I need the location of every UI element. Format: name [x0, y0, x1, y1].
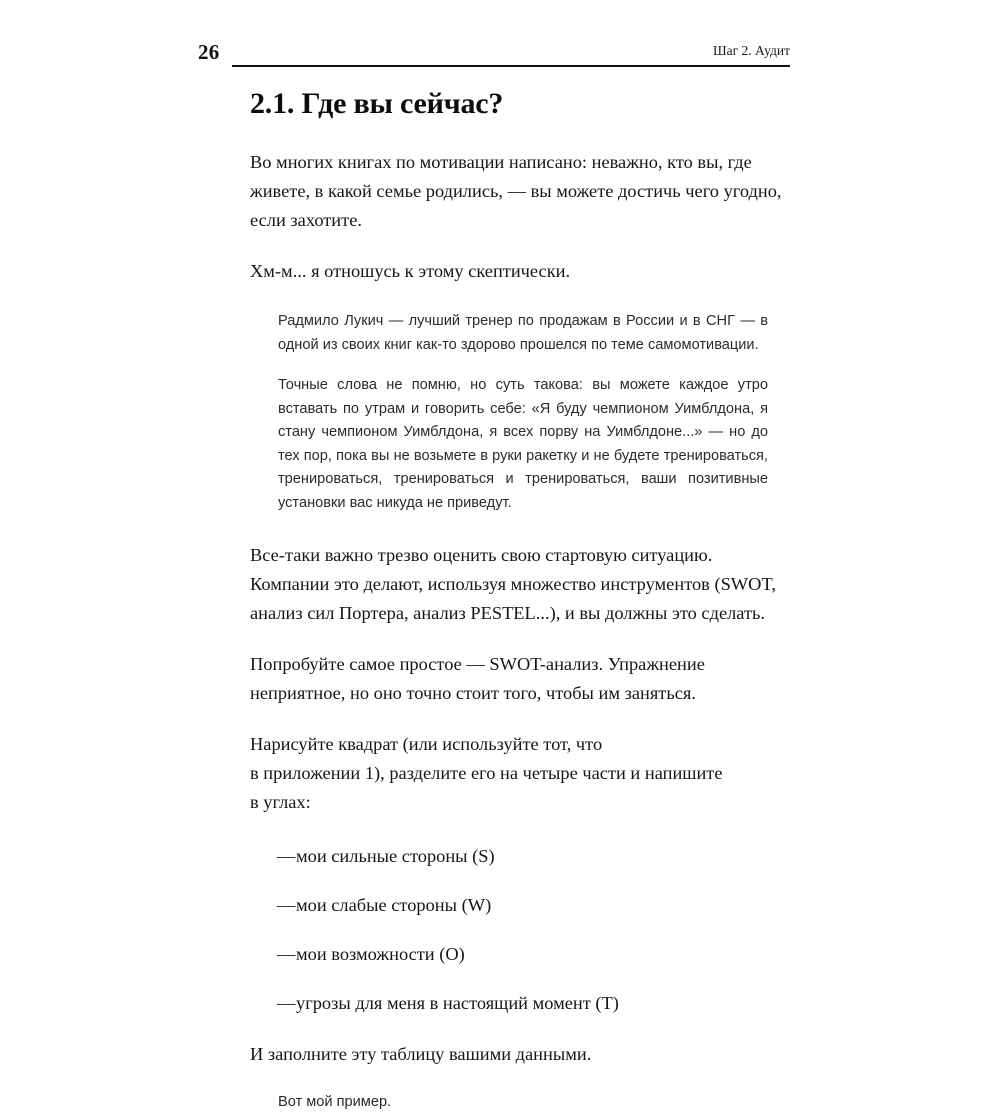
body-paragraph-1: Во многих книгах по мотивации написано: неважно, кто вы, где живете, в какой семье родились, — вы можете достичь чего угодно, если захотите. [250, 152, 782, 230]
quote-block [250, 310, 790, 515]
header-divider-rule [232, 65, 790, 67]
swot-list [250, 843, 790, 1016]
list-item-label: угрозы для меня в настоящий момент (T) [296, 993, 619, 1013]
em-dash-marker: — [277, 846, 296, 866]
body-paragraph-5-line-3: в углах: [250, 792, 311, 812]
body-paragraph-5-line-1: Нарисуйте квадрат (или используйте тот, что [250, 734, 603, 754]
list-item [250, 941, 790, 967]
page-number: 26 [198, 40, 220, 64]
em-dash-marker: — [277, 993, 296, 1013]
list-item-label: мои слабые стороны (W) [296, 895, 492, 915]
body-paragraph-5 [250, 730, 790, 817]
list-item [250, 990, 790, 1016]
body-paragraph-3: Все-таки важно трезво оценить свою стартовую ситуацию. Компании это делают, используя множество инструментов (SWOT, анализ сил Портера, анализ PESTEL...), и вы должны это сделать. [250, 545, 776, 623]
note-block [250, 1091, 790, 1115]
page-running-header [198, 38, 790, 70]
body-paragraph-2: Хм-м... я отношусь к этому скептически. [250, 261, 571, 281]
list-item [250, 843, 790, 869]
quote-paragraph-2: Точные слова не помню, но суть такова: вы можете каждое утро вставать по утрам и говорить себе: «Я буду чемпионом Уимблдона, я стану чемпионом Уимблдона, я всех порву на Уимблдоне...» — но до тех пор, пока вы не возьмете в руки ракетку и не будете тренироваться, тренироваться, тренироваться и тренироваться, ваши позитивные установки вас никуда не приведут. [278, 377, 768, 511]
body-paragraph-4: Попробуйте самое простое — SWOT-анализ. Упражнение неприятное, но оно точно стоит того, чтобы им заняться. [250, 654, 705, 703]
em-dash-marker: — [277, 944, 296, 964]
quote-paragraph-1: Радмило Лукич — лучший тренер по продажам в России и в СНГ — в одной из своих книг как-то здорово прошелся по теме самомотивации. [278, 313, 768, 353]
list-item-label: мои возможности (O) [296, 944, 465, 964]
body-paragraph-6: И заполните эту таблицу вашими данными. [250, 1044, 592, 1064]
page-content [250, 86, 790, 1115]
running-head-title: Шаг 2. Аудит [713, 43, 790, 58]
list-item-label: мои сильные стороны (S) [296, 846, 495, 866]
section-title: 2.1. Где вы сейчас? [250, 87, 504, 120]
em-dash-marker: — [277, 895, 296, 915]
list-item [250, 892, 790, 918]
note-text: Вот мой пример. [278, 1094, 392, 1110]
body-paragraph-5-line-2: в приложении 1), разделите его на четыре части и напишите [250, 763, 723, 783]
